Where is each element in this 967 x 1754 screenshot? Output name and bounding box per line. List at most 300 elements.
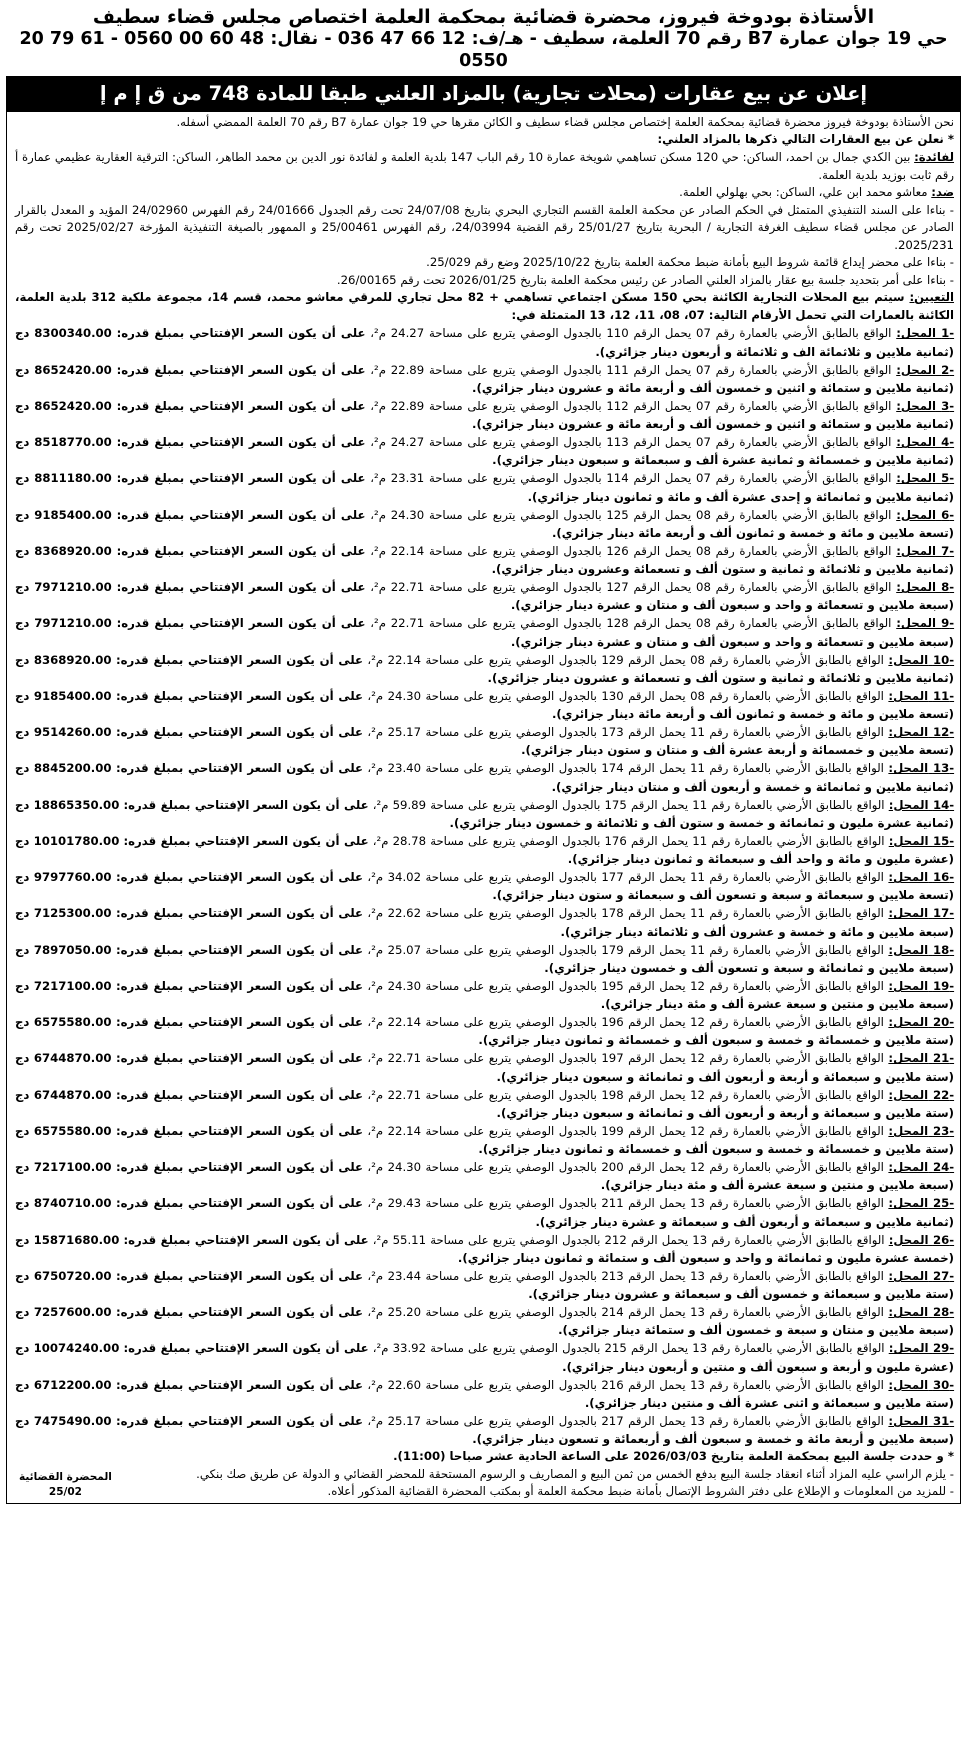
lot-currency: دج [15,833,30,848]
lot-currency: دج [15,471,30,486]
lot-price: 15871680.00 [33,1232,120,1247]
lot-opening: على أن يكون السعر الإفتتاحي بمبلغ قدره: [115,906,363,921]
lot-opening: على أن يكون السعر الإفتتاحي بمبلغ قدره: [116,362,366,377]
lot-area: 34.02 [387,870,422,885]
lot-heading: المحل: [888,797,929,812]
lot-unit: م²، [370,362,386,377]
lot-desc-a: الواقع بالطابق الأرضي بالعمارة رقم [709,978,884,993]
lot-words: (ثمانية ملايين و ثمانمائة و إحدى عشرة ألف و مائة و ثمانون دينار جزائري). [527,489,954,504]
lot-desc-a: الواقع بالطابق الأرضي بالعمارة رقم [709,1413,884,1428]
lot-entry [15,1194,954,1230]
lot-desc-c: بالجدول الوصفي يتربع على مساحة [425,725,597,740]
lot-row: 128 [606,616,629,631]
lot-unit: م²، [367,652,384,667]
lot-price: 18865350.00 [33,797,120,812]
lot-heading: المحل: [888,870,929,885]
lot-building: 08 [696,543,711,558]
lot-unit: م²، [367,1087,384,1102]
legal-basis-2: - بناءا على محضر إيداع قائمة شروط البيع بأمانة ضبط محكمة العلمة بتاريخ 2025/10/22 وضع رقم 25/029. [426,255,954,270]
lot-number: -5 [935,471,955,486]
lot-desc-b: يحمل الرقم [628,1305,686,1320]
lot-number: -30 [928,1377,955,1392]
lot-entry [15,614,954,650]
legal-basis-3: - بناءا على أمر بتحديد جلسة بيع عقار بالمزاد العلني الصادر عن رئيس محكمة العلمة بتاريخ 2026/01/25 تحت رقم 26/00165. [336,272,954,287]
lot-desc-c: بالجدول الوصفي يتربع على مساحة [428,471,602,486]
lot-heading: المحل: [888,1123,929,1138]
lot-entry [15,361,954,397]
lot-opening: على أن يكون السعر الإفتتاحي بمبلغ قدره: [115,761,363,776]
lot-unit: م²، [370,543,386,558]
lot-area: 23.31 [390,471,425,486]
lot-building: 13 [690,1305,705,1320]
lot-desc-c: بالجدول الوصفي يتربع على مساحة [425,1087,597,1102]
lot-currency: دج [15,906,30,921]
lot-desc-a: الواقع بالطابق الأرضي بالعمارة رقم [709,688,884,703]
lot-desc-c: بالجدول الوصفي يتربع على مساحة [425,688,597,703]
lot-building: 11 [690,906,705,921]
lot-row: 214 [601,1305,624,1320]
lot-opening: على أن يكون السعر الإفتتاحي بمبلغ قدره: [123,1341,369,1356]
lot-area: 24.30 [387,688,422,703]
lot-area: 22.71 [390,580,425,595]
lot-building: 11 [692,797,708,812]
lot-price: 6575580.00 [33,1123,112,1138]
lot-entry [15,1412,954,1448]
lot-entry [15,651,954,687]
lot-words: (تسعة ملايين و مائة و خمسة و ثمانون ألف و أربعة مائة دينار جزائري). [551,707,954,722]
lot-desc-b: يحمل الرقم [633,398,692,413]
lot-desc-c: بالجدول الوصفي يتربع على مساحة [425,1051,597,1066]
lot-currency: دج [15,978,30,993]
lot-area: 23.44 [387,1268,422,1283]
lot-price: 7897050.00 [33,942,112,957]
lot-desc-c: بالجدول الوصفي يتربع على مساحة [425,1015,597,1030]
lot-desc-b: يحمل الرقم [628,725,686,740]
lot-desc-a: الواقع بالطابق الأرضي بالعمارة رقم [709,1051,884,1066]
lot-row: 175 [604,797,627,812]
lot-row: 217 [601,1413,624,1428]
lot-area: 24.27 [390,326,425,341]
lot-row: 173 [601,725,624,740]
lot-heading: المحل: [888,1051,929,1066]
lot-row: 211 [601,1196,624,1211]
lot-entry [15,687,954,723]
debtor [15,184,954,202]
lot-row: 126 [606,543,629,558]
lot-unit: م²، [372,1341,389,1356]
lot-area: 22.14 [387,1015,422,1030]
lot-unit: م²، [367,1413,384,1428]
lot-currency: دج [15,725,30,740]
lot-number: -29 [928,1341,955,1356]
lot-row: 127 [606,580,629,595]
lot-price: 8652420.00 [34,362,112,377]
lot-currency: دج [15,1123,30,1138]
lot-heading: المحل: [888,1087,929,1102]
lot-building: 12 [690,1087,705,1102]
lot-price: 6744870.00 [33,1087,112,1102]
lot-opening: على أن يكون السعر الإفتتاحي بمبلغ قدره: [115,1015,363,1030]
lot-desc-a: الواقع بالطابق الأرضي بالعمارة رقم [715,435,892,450]
creditor [15,149,954,184]
lot-entry [15,1267,954,1303]
lot-opening: على أن يكون السعر الإفتتاحي بمبلغ قدره: [115,942,363,957]
lot-desc-b: يحمل الرقم [630,797,689,812]
stamp-title: المحضرة القضائية [19,1471,112,1484]
lot-entry [15,1158,954,1194]
lot-number: -20 [928,1015,955,1030]
designation-label: التعيين: [909,290,954,305]
footer [15,1448,954,1501]
lot-opening: على أن يكون السعر الإفتتاحي بمبلغ قدره: [115,1413,363,1428]
lot-entry [15,941,954,977]
lot-entry [15,433,954,469]
lot-number: -10 [928,652,955,667]
lot-entry [15,1303,954,1339]
lot-desc-b: يحمل الرقم [630,1232,689,1247]
lot-desc-c: بالجدول الوصفي يتربع على مساحة [425,1305,597,1320]
lot-number: -27 [928,1268,955,1283]
lot-area: 22.71 [387,1051,422,1066]
lot-desc-c: بالجدول الوصفي يتربع على مساحة [430,1341,601,1356]
lot-entry [15,832,954,868]
lot-area: 25.20 [387,1305,422,1320]
lot-words: (سبعة ملايين و تسعمائة و واحد و سبعون ألف و منتان و عشرة دينار جزائري). [510,598,954,613]
lot-opening: على أن يكون السعر الإفتتاحي بمبلغ قدره: [123,833,369,848]
lot-price: 7475490.00 [33,1413,112,1428]
lot-opening: على أن يكون السعر الإفتتاحي بمبلغ قدره: [116,543,366,558]
lot-desc-c: بالجدول الوصفي يتربع على مساحة [428,326,602,341]
lot-currency: دج [15,507,30,522]
lot-price: 9514260.00 [33,725,112,740]
lot-desc-c: بالجدول الوصفي يتربع على مساحة [430,797,601,812]
lot-desc-a: الواقع بالطابق الأرضي بالعمارة رقم [715,326,892,341]
lot-opening: على أن يكون السعر الإفتتاحي بمبلغ قدره: [115,1051,363,1066]
signature-stamp [19,1470,112,1498]
lot-words: (عشرة مليون و مائة و واحد ألف و سبعمائة و ثمانون دينار جزائري). [567,852,954,867]
creditor-text: بين الكدي جمال بن احمد، الساكن: حي 120 مسكن تساهمي شويخة عمارة 10 رقم الباب 147 بلدية العلمة و لفائدة نور الدين بن محمد الطاهر، الساكن: الترقية العقارية عظيمي عمارة أ رقم ثابت بوزيد بلدية العلمة. [15,149,954,182]
lot-area: 22.71 [390,616,425,631]
lot-number: -21 [928,1051,955,1066]
lot-price: 8368920.00 [33,652,112,667]
lot-desc-a: الواقع بالطابق الأرضي بالعمارة رقم [715,507,892,522]
lot-desc-a: الواقع بالطابق الأرضي بالعمارة رقم [709,870,884,885]
lot-building: 13 [690,1196,705,1211]
lot-building: 08 [696,580,711,595]
lot-number: -8 [935,580,955,595]
lot-price: 6750720.00 [33,1268,112,1283]
lot-building: 07 [696,362,711,377]
lot-desc-c: بالجدول الوصفي يتربع على مساحة [425,761,597,776]
lot-desc-c: بالجدول الوصفي يتربع على مساحة [425,870,597,885]
reference-number: 25/02 [48,1485,82,1498]
lot-building: 11 [690,942,705,957]
lot-area: 22.60 [387,1377,422,1392]
lot-words: (ستة ملايين و سبعمائة و خمسون ألف و سبعمائة و عشرون دينار جزائري). [528,1287,954,1302]
intro-paragraph: نحن الأستاذة بودوخة فيروز محضرة قضائية بمحكمة العلمة إختصاص مجلس قضاء سطيف و الكائن مقرها حي 19 جوان عمارة B7 رقم 70 العلمة الممضي أسفله. [176,114,954,129]
lot-row: 130 [601,688,624,703]
lot-currency: دج [15,1015,30,1030]
lot-unit: م²، [372,833,389,848]
lot-desc-b: يحمل الرقم [628,1268,686,1283]
lot-desc-b: يحمل الرقم [628,1413,686,1428]
lot-entry [15,469,954,505]
lot-area: 22.89 [390,362,425,377]
lot-area: 59.89 [392,797,427,812]
lot-currency: دج [15,870,30,885]
lot-price: 8811180.00 [34,471,112,486]
lot-currency: دج [15,1268,30,1283]
lot-building: 13 [690,1377,705,1392]
lot-desc-a: الواقع بالطابق الأرضي بالعمارة رقم [711,1232,885,1247]
lot-building: 13 [692,1341,708,1356]
lot-opening: على أن يكون السعر الإفتتاحي بمبلغ قدره: [116,507,366,522]
lot-building: 07 [696,398,711,413]
lot-number: -19 [928,978,955,993]
lot-currency: دج [15,1232,30,1247]
lot-entry [15,977,954,1013]
lot-number: -18 [928,942,955,957]
lot-area: 22.71 [387,1087,422,1102]
lot-entry [15,904,954,940]
lot-area: 24.30 [387,978,422,993]
lot-heading: المحل: [888,652,929,667]
lot-price: 10101780.00 [33,833,120,848]
lot-building: 11 [690,725,705,740]
lot-opening: على أن يكون السعر الإفتتاحي بمبلغ قدره: [115,1268,363,1283]
lot-entry [15,1086,954,1122]
lot-words: (ستة ملايين و سبعمائة و أربعة و أربعون ألف و ثمانمائة و سبعون دينار جزائري). [496,1105,954,1120]
lot-desc-b: يحمل الرقم [628,1196,686,1211]
lot-opening: على أن يكون السعر الإفتتاحي بمبلغ قدره: [115,1377,363,1392]
lot-desc-c: بالجدول الوصفي يتربع على مساحة [428,580,602,595]
lot-desc-a: الواقع بالطابق الأرضي بالعمارة رقم [715,362,892,377]
lot-desc-c: بالجدول الوصفي يتربع على مساحة [428,362,602,377]
notice-title: إعلان عن بيع عقارات (محلات تجارية) بالمزاد العلني طبقا للمادة 748 من ق إ م إ [6,76,961,112]
lot-unit: م²، [372,1232,389,1247]
lot-words: (ستة ملايين و سبعمائة و أربعة و أربعون ألف و ثمانمائة و سبعون دينار جزائري). [496,1069,954,1084]
lot-desc-b: يحمل الرقم [633,326,692,341]
lot-unit: م²، [367,1196,384,1211]
lot-desc-a: الواقع بالطابق الأرضي بالعمارة رقم [709,1160,884,1175]
lot-desc-b: يحمل الرقم [628,1015,686,1030]
lot-opening: على أن يكون السعر الإفتتاحي بمبلغ قدره: [115,1123,363,1138]
lot-opening: على أن يكون السعر الإفتتاحي بمبلغ قدره: [116,326,366,341]
lot-desc-a: الواقع بالطابق الأرضي بالعمارة رقم [709,725,884,740]
lot-row: 176 [604,833,627,848]
lot-entry [15,1122,954,1158]
lot-desc-a: الواقع بالطابق الأرضي بالعمارة رقم [709,1087,884,1102]
debtor-text: معاشو محمد ابن علي، الساكن: بحي بهلولي العلمة. [679,185,928,200]
lot-desc-b: يحمل الرقم [633,435,692,450]
lot-area: 55.11 [392,1232,427,1247]
lot-entry [15,1013,954,1049]
lot-heading: المحل: [888,725,929,740]
lot-opening: على أن يكون السعر الإفتتاحي بمبلغ قدره: [116,435,366,450]
lot-desc-b: يحمل الرقم [633,362,692,377]
lot-building: 11 [690,870,705,885]
lot-currency: دج [15,362,30,377]
designation-text: سيتم بيع المحلات التجارية الكائنة بحي 150 مسكن اجتماعي تساهمي + 82 محل تجاري للمرقي معاشو محمد، قسم 14، مجموعة ملكية 312 بلدية العلمة، الكائنة بالعمارات التي تحمل الأرقام التالية: 07، 08، 11، 12، 13 المتمثلة في: [15,290,954,322]
lot-price: 9797760.00 [33,870,112,885]
lot-words: (ثمانية ملايين و سبعمائة و أربعون ألف و سبعمائة و عشرة دينار جزائري). [535,1214,954,1229]
lot-unit: م²، [367,870,384,885]
lot-unit: م²، [367,978,384,993]
lot-words: (سبعة ملايين و منتين و سبعة عشرة ألف و مئة دينار جزائري). [600,1178,954,1193]
lot-heading: المحل: [888,1160,929,1175]
lot-price: 7125300.00 [33,906,112,921]
lot-unit: م²، [367,688,384,703]
lot-unit: م²، [370,471,386,486]
lot-entry [15,723,954,759]
lot-number: -28 [928,1305,955,1320]
lot-heading: المحل: [896,435,936,450]
lot-opening: على أن يكون السعر الإفتتاحي بمبلغ قدره: [115,1196,363,1211]
lot-price: 7971210.00 [34,580,112,595]
legal-basis-1: - بناءا على السند التنفيذي المتمثل في الحكم الصادر عن محكمة العلمة القسم التجاري البحري بتاريخ 24/07/08 تحت رقم الجدول 24/01666 رقم الفهرس 24/02960 المؤيد و المعدل بالقرار الصادر عن مجلس قضاء سطيف الغرفة التجارية / البحرية بتاريخ 25/01/27 رقم القضية 24/03994، رقم الفهرس 25/00461 و الممهور بالصيغة التنفيذية المؤرخة 2025/02/27 تحت رقم 2025/231. [15,202,954,252]
lot-opening: على أن يكون السعر الإفتتاحي بمبلغ قدره: [115,1305,363,1320]
lot-words: (ثمانية ملايين و ثمانمائة و خمسة و أربعون ألف و منتان دينار جزائري). [551,779,954,794]
lot-desc-b: يحمل الرقم [628,906,686,921]
lot-price: 9185400.00 [33,688,112,703]
lot-currency: دج [15,688,30,703]
lot-desc-b: يحمل الرقم [633,507,692,522]
lot-entry [15,506,954,542]
lot-heading: المحل: [888,1377,929,1392]
announcement: * نعلن عن بيع العقارات التالي ذكرها بالمزاد العلني: [657,132,954,147]
lot-desc-a: الواقع بالطابق الأرضي بالعمارة رقم [709,1015,884,1030]
lot-unit: م²، [367,761,384,776]
lot-unit: م²، [372,797,389,812]
lot-row: 200 [601,1160,624,1175]
lot-desc-b: يحمل الرقم [628,978,686,993]
bailiff-address: حي 19 جوان عمارة B7 رقم 70 العلمة، سطيف - هـ/ف: 12 66 47 036 - نقال: 48 60 00 0560 - 61 79 20 0550 [19,29,948,71]
lot-opening: على أن يكون السعر الإفتتاحي بمبلغ قدره: [116,580,366,595]
lot-heading: المحل: [896,362,936,377]
lot-building: 13 [690,1268,705,1283]
lot-number: -6 [935,507,955,522]
lot-number: -23 [928,1123,955,1138]
lot-price: 8518770.00 [34,435,112,450]
lot-words: (ستة ملايين و سبعمائة و اثنى عشرة ألف و منتين دينار جزائري). [584,1395,954,1410]
session-date: * و حددت جلسة البيع بمحكمة العلمة بتاريخ 2026/03/03 على الساعة الحادية عشر صباحا (11:00). [393,1449,954,1464]
lot-heading: المحل: [888,761,929,776]
lot-desc-a: الواقع بالطابق الأرضي بالعمارة رقم [709,652,884,667]
lot-building: 12 [690,1123,705,1138]
lot-currency: دج [15,580,30,595]
lot-desc-b: يحمل الرقم [628,942,686,957]
lot-price: 7217100.00 [33,978,112,993]
lot-desc-b: يحمل الرقم [628,1087,686,1102]
lot-number: -11 [928,688,955,703]
lot-currency: دج [15,616,30,631]
lot-currency: دج [15,326,30,341]
creditor-label: لفائدة: [914,149,955,164]
lots-list [15,324,954,1448]
lot-unit: م²، [370,326,386,341]
lot-desc-a: الواقع بالطابق الأرضي بالعمارة رقم [715,543,892,558]
lot-words: (ستة ملايين و خمسمائة و خمسة و سبعون ألف و خمسمائة و ثمانون دينار جزائري). [478,1142,954,1157]
lot-number: -9 [935,616,955,631]
lot-desc-a: الواقع بالطابق الأرضي بالعمارة رقم [709,906,884,921]
lot-unit: م²، [367,725,384,740]
lot-row: 199 [601,1123,624,1138]
lot-desc-c: بالجدول الوصفي يتربع على مساحة [428,435,602,450]
lot-unit: م²، [370,616,386,631]
lot-desc-c: بالجدول الوصفي يتربع على مساحة [430,833,601,848]
lot-desc-a: الواقع بالطابق الأرضي بالعمارة رقم [715,616,892,631]
lot-opening: على أن يكون السعر الإفتتاحي بمبلغ قدره: [115,978,363,993]
lot-entry [15,1339,954,1375]
lot-row: 197 [601,1051,624,1066]
lot-desc-b: يحمل الرقم [628,652,686,667]
lot-price: 8740710.00 [33,1196,112,1211]
lot-heading: المحل: [888,942,929,957]
lot-price: 6744870.00 [33,1051,112,1066]
lot-opening: على أن يكون السعر الإفتتاحي بمبلغ قدره: [115,870,363,885]
lot-unit: م²، [370,435,386,450]
lot-price: 7257600.00 [33,1305,112,1320]
lot-desc-a: الواقع بالطابق الأرضي بالعمارة رقم [709,1305,884,1320]
lot-price: 7217100.00 [33,1160,112,1175]
lot-desc-c: بالجدول الوصفي يتربع على مساحة [428,543,602,558]
lot-heading: المحل: [888,1232,929,1247]
lot-desc-c: بالجدول الوصفي يتربع على مساحة [425,652,597,667]
lot-row: 212 [604,1232,627,1247]
lot-building: 08 [690,652,705,667]
lot-desc-a: الواقع بالطابق الأرضي بالعمارة رقم [709,1123,884,1138]
lot-unit: م²، [367,1123,384,1138]
lot-desc-b: يحمل الرقم [628,761,686,776]
header [6,6,961,72]
lot-number: -3 [935,398,955,413]
notice-body [6,112,961,1504]
lot-heading: المحل: [888,978,929,993]
lot-building: 12 [690,1051,705,1066]
lot-unit: م²، [370,507,386,522]
lot-currency: دج [15,761,30,776]
lot-currency: دج [15,398,30,413]
lot-currency: دج [15,942,30,957]
lot-number: -22 [928,1087,955,1102]
lot-words: (تسعة ملايين و مائة و خمسة و ثمانون ألف و أربعة مائة دينار جزائري). [551,525,954,540]
lot-words: (سبعة ملايين و مائة و خمسة و عشرون ألف و ثلاثمائة دينار جزائري). [560,924,954,939]
lot-currency: دج [15,543,30,558]
lot-currency: دج [15,1413,30,1428]
lot-number: -26 [928,1232,955,1247]
lot-words: (سبعة ملايين و منتان و سبعة و خمسون ألف و ستمائة دينار جزائري). [558,1323,954,1338]
lot-price: 6712200.00 [33,1377,112,1392]
lot-area: 24.30 [387,1160,422,1175]
lot-building: 12 [690,1015,705,1030]
lot-desc-c: بالجدول الوصفي يتربع على مساحة [425,1413,597,1428]
lot-opening: على أن يكون السعر الإفتتاحي بمبلغ قدره: [116,616,366,631]
lot-building: 11 [692,833,708,848]
lot-heading: المحل: [888,833,929,848]
lot-currency: دج [15,1087,30,1102]
lot-desc-c: بالجدول الوصفي يتربع على مساحة [428,398,602,413]
lot-unit: م²، [367,1268,384,1283]
lot-row: 198 [601,1087,624,1102]
lot-currency: دج [15,1196,30,1211]
lot-desc-c: بالجدول الوصفي يتربع على مساحة [425,906,597,921]
lot-area: 24.27 [390,435,425,450]
lot-heading: المحل: [888,1268,929,1283]
lot-desc-b: يحمل الرقم [628,1123,686,1138]
lot-desc-c: بالجدول الوصفي يتربع على مساحة [428,616,602,631]
lot-entry [15,578,954,614]
lot-unit: م²، [367,1051,384,1066]
